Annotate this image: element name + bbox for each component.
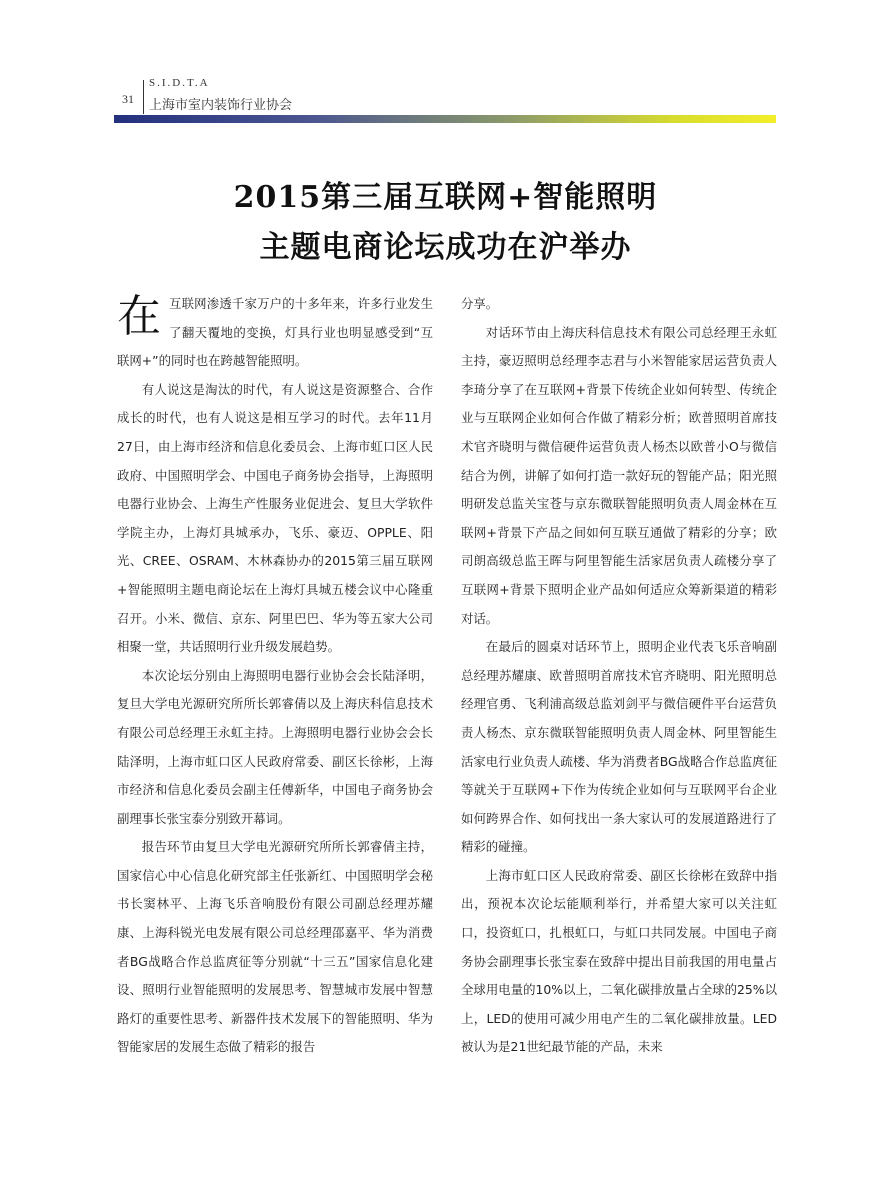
paragraph-7: 上海市虹口区人民政府常委、副区长徐彬在致辞中指出，预祝本次论坛能顺利举行，并希望大家可以关注虹口，投资虹口，扎根虹口，与虹口共同发展。中国电子商务协会副理事长张宝泰在致辞中提出目前我国的用电量占全球用电量的10%以上，二氧化碳排放量占全球的25%以上，LED的使用可减少用电产生的二氧化碳排放量。LED被认为是21世纪最节能的产品，未来 [461, 867, 777, 1055]
left-column [117, 290, 433, 1062]
page-number: 31 [122, 92, 134, 106]
paragraph-2: 有人说这是淘汰的时代，有人说这是资源整合、合作成长的时代，也有人说这是相互学习的时代。去年11月27日，由上海市经济和信息化委员会、上海市虹口区人民政府、中国照明学会、中国电子商务协会指导，上海照明电器行业协会、上海生产性服务业促进会、复旦大学软件学院主办，上海灯具城承办，飞乐、豪迈、OPPLE、阳光、CREE、OSRAM、木林森协办的2015第三届互联网+智能照明主题电商论坛在上海灯具城五楼会议中心隆重召开。小米、微信、京东、阿里巴巴、华为等五家大公司相聚一堂，共话照明行业升级发展趋势。 [117, 381, 433, 655]
paragraph-5: 对话环节由上海庆科信息技术有限公司总经理王永虹主持，豪迈照明总经理李志君与小米智能家居运营负责人李琦分享了在互联网+背景下传统企业如何转型、传统企业与互联网企业如何合作做了精彩分析；欧普照明首席技术官齐晓明与微信硬件运营负责人杨杰以欧普小O与微信结合为例，讲解了如何打造一款好玩的智能产品；阳光照明研发总监关宝苍与京东微联智能照明负责人周金林在互联网+背景下产品之间如何互联互通做了精彩的分享；欧司朗高级总监王晖与阿里智能生活家居负责人疏楼分享了互联网+背景下照明企业产品如何适应众筹新渠道的精彩对话。 [461, 324, 777, 626]
paragraph-4-continued: 分享。 [461, 296, 499, 311]
page-header [114, 74, 776, 126]
paragraph-6: 在最后的圆桌对话环节上，照明企业代表飞乐音响副总经理苏耀康、欧普照明首席技术官齐晓明、阳光照明总经理官勇、飞利浦高级总监刘剑平与微信硬件平台运营负责人杨杰、京东微联智能照明负责人周金林、阿里智能生活家电行业负责人疏楼、华为消费者BG战略合作总监庹征等就关于互联网+下作为传统企业如何与互联网平台企业如何跨界合作、如何找出一条大家认可的发展道路进行了精彩的碰撞。 [461, 639, 777, 855]
article-title-line-1: 2015第三届互联网+智能照明 [233, 180, 658, 215]
paragraph-1-text: 互联网渗透千家万户的十多年来，许多行业发生了翻天覆地的变换，灯具行业也明显感受到“互联网+”的同时也在跨越智能照明。 [117, 296, 433, 369]
paragraph-4: 报告环节由复旦大学电光源研究所所长郭睿倩主持，国家信心中心信息化研究部主任张新红、中国照明学会秘书长窦林平、上海飞乐音响股份有限公司副总经理苏耀康、上海科锐光电发展有限公司总经理邵嘉平、华为消费者BG战略合作总监庹征等分别就“十三五”国家信息化建设、照明行业智能照明的发展思考、智慧城市发展中智慧路灯的重要性思考、新器件技术发展下的智能照明、华为智能家居的发展生态做了精彩的报告 [117, 839, 433, 1055]
paragraph-1 [117, 290, 433, 376]
paragraph-3: 本次论坛分别由上海照明电器行业协会会长陆泽明，复旦大学电光源研究所所长郭睿倩以及上海庆科信息技术有限公司总经理王永虹主持。上海照明电器行业协会会长陆泽明，上海市虹口区人民政府常委、副区长徐彬，上海市经济和信息化委员会副主任傅新华，中国电子商务协会副理事长张宝泰分别致开幕词。 [117, 667, 433, 826]
drop-cap: 在 [117, 291, 161, 342]
right-column [461, 290, 777, 1062]
article-title-line-2: 主题电商论坛成功在沪举办 [259, 230, 632, 265]
header-color-band [114, 115, 776, 123]
org-abbreviation: S.I.D.T.A [149, 77, 210, 89]
header-divider [143, 80, 144, 114]
org-name: 上海市室内装饰行业协会 [149, 98, 293, 113]
